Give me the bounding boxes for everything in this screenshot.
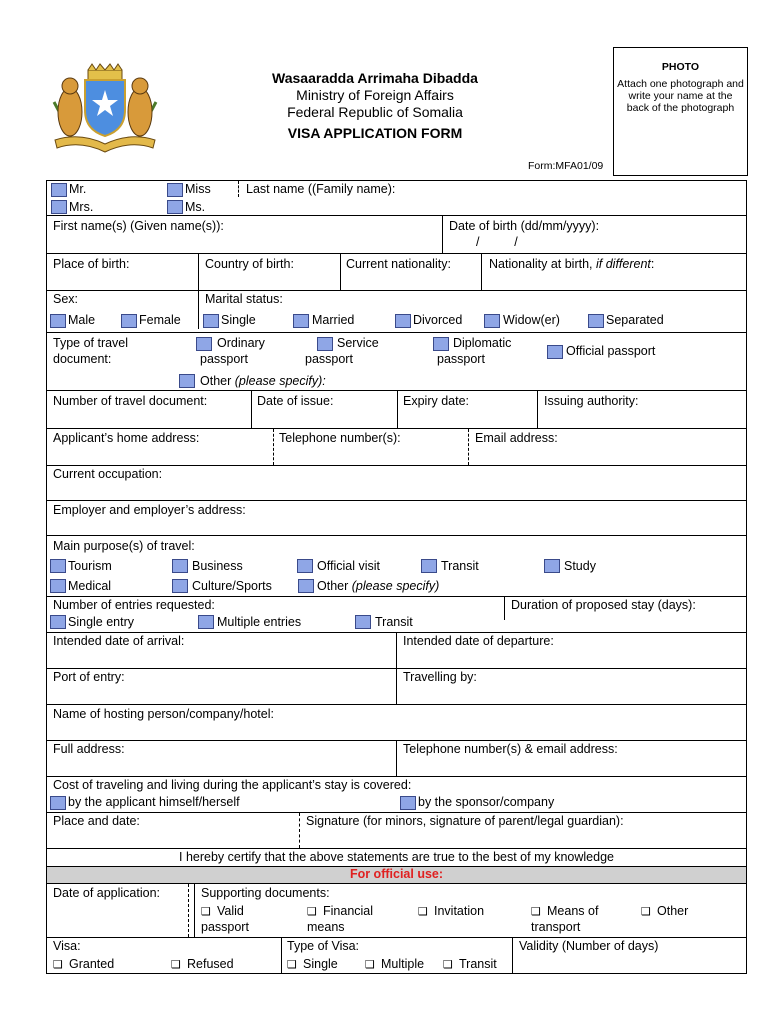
republic-name: Federal Republic of Somalia	[287, 104, 463, 120]
label-doc-number: Number of travel document:	[53, 394, 208, 408]
label-business: Business	[192, 559, 243, 573]
row-entries	[46, 597, 747, 633]
checkbox-multiple-entries[interactable]	[198, 615, 214, 629]
label-validity: Validity (Number of days)	[519, 939, 659, 953]
row-travel-document-details	[46, 391, 747, 429]
label-visa-multiple: Multiple	[381, 957, 425, 971]
square-icon[interactable]: ❑	[418, 905, 428, 918]
label-marital-status: Marital status:	[205, 292, 283, 306]
square-icon[interactable]: ❑	[641, 905, 651, 918]
nat-birth-italic: if different	[596, 257, 651, 271]
form-header	[230, 70, 520, 142]
label-employer: Employer and employer’s address:	[53, 503, 246, 517]
row-official-use-header	[46, 867, 747, 884]
divider	[396, 669, 397, 704]
label-male: Male	[68, 313, 96, 327]
divider	[281, 938, 282, 973]
label-signature: Signature (for minors, signature of parent/legal guardian):	[306, 814, 624, 828]
label-type-of-doc-1: Type of travel	[53, 336, 129, 350]
square-icon[interactable]: ❑	[531, 905, 541, 918]
divider	[238, 181, 239, 197]
checkbox-other-document[interactable]	[179, 374, 195, 388]
checkbox-other-purpose[interactable]	[298, 579, 314, 593]
row-firstname-dob	[46, 216, 747, 254]
checkbox-diplomatic-passport[interactable]	[433, 337, 449, 351]
checkbox-study[interactable]	[544, 559, 560, 573]
label-supporting-documents: Supporting documents:	[201, 886, 330, 900]
checkbox-transit-purpose[interactable]	[421, 559, 437, 573]
label-country-of-birth: Country of birth:	[205, 257, 294, 271]
divider	[299, 813, 300, 848]
divider	[188, 884, 189, 937]
label-single: Single	[221, 313, 256, 327]
label-financial-1: Financial	[323, 904, 374, 918]
row-certification	[46, 849, 747, 867]
somalia-coat-of-arms-icon	[50, 62, 160, 154]
divider	[198, 254, 199, 290]
nat-birth-colon: :	[650, 257, 655, 271]
square-icon[interactable]: ❑	[171, 958, 181, 971]
divider	[397, 391, 398, 428]
label-means-1: Means of	[547, 904, 599, 918]
row-official-supporting	[46, 884, 747, 938]
label-other-purpose	[317, 579, 439, 593]
label-arrival-date: Intended date of arrival:	[53, 634, 185, 648]
label-place-and-date: Place and date:	[53, 814, 140, 828]
checkbox-miss[interactable]	[167, 183, 183, 197]
other-text: Other	[200, 374, 235, 388]
label-tourism: Tourism	[68, 559, 112, 573]
label-refused: Refused	[187, 957, 234, 971]
label-married: Married	[312, 313, 355, 327]
label-last-name: Last name ((Family name):	[246, 182, 396, 196]
checkbox-official-visit[interactable]	[297, 559, 313, 573]
label-telephone: Telephone number(s):	[279, 431, 401, 445]
label-full-address: Full address:	[53, 742, 125, 756]
label-main-purpose: Main purpose(s) of travel:	[53, 539, 195, 553]
label-host-phone-email: Telephone number(s) & email address:	[403, 742, 618, 756]
label-hosting: Name of hosting person/company/hotel:	[53, 707, 274, 721]
square-icon[interactable]: ❑	[287, 958, 297, 971]
divider	[340, 254, 341, 290]
row-purpose	[46, 536, 747, 597]
checkbox-single[interactable]	[203, 314, 219, 328]
row-travel-document-type	[46, 333, 747, 391]
label-place-of-birth: Place of birth:	[53, 257, 130, 271]
label-date-of-issue: Date of issue:	[257, 394, 334, 408]
label-duration-of-stay: Duration of proposed stay (days):	[511, 598, 696, 612]
other-italic: (please specify):	[234, 374, 326, 388]
row-place-signature	[46, 813, 747, 849]
label-current-occupation: Current occupation:	[53, 467, 163, 481]
label-service-1: Service	[337, 336, 379, 350]
label-financial-2: means	[307, 920, 345, 934]
row-birth-nationality	[46, 254, 747, 291]
checkbox-mrs[interactable]	[51, 200, 67, 214]
label-service-2: passport	[305, 352, 353, 366]
row-visa-decision	[46, 938, 747, 974]
label-study: Study	[564, 559, 596, 573]
photo-box	[613, 47, 748, 176]
checkbox-married[interactable]	[293, 314, 309, 328]
nat-birth-text: Nationality at birth,	[489, 257, 596, 271]
divider	[512, 938, 513, 973]
label-invitation: Invitation	[434, 904, 485, 918]
label-issuing-authority: Issuing authority:	[544, 394, 639, 408]
photo-title: PHOTO	[661, 61, 700, 73]
divider	[251, 391, 252, 428]
other-purpose-italic: (please specify)	[351, 579, 440, 593]
label-granted: Granted	[69, 957, 115, 971]
label-mrs: Mrs.	[69, 200, 94, 214]
label-first-name: First name(s) (Given name(s)):	[53, 219, 224, 233]
label-visa: Visa:	[53, 939, 81, 953]
row-cost-coverage	[46, 777, 747, 813]
label-transit-purpose: Transit	[441, 559, 479, 573]
label-sex: Sex:	[53, 292, 79, 306]
square-icon[interactable]: ❑	[307, 905, 317, 918]
label-visa-single: Single	[303, 957, 338, 971]
checkbox-business[interactable]	[172, 559, 188, 573]
other-purpose-text: Other	[317, 579, 352, 593]
row-host-address	[46, 741, 747, 777]
divider	[273, 429, 274, 465]
row-occupation	[46, 466, 747, 501]
label-mr: Mr.	[69, 182, 87, 196]
divider	[396, 741, 397, 776]
label-date-of-application: Date of application:	[53, 886, 161, 900]
label-ordinary-1: Ordinary	[217, 336, 265, 350]
certification-statement: I hereby certify that the above statements are true to the best of my knowledge	[179, 850, 614, 864]
checkbox-transit-entry[interactable]	[355, 615, 371, 629]
row-home-contact	[46, 429, 747, 466]
label-transit-entry: Transit	[375, 615, 413, 629]
label-widow: Widow(er)	[503, 313, 560, 327]
label-female: Female	[139, 313, 181, 327]
label-type-of-doc-2: document:	[53, 352, 112, 366]
label-expiry-date: Expiry date:	[403, 394, 470, 408]
divider	[198, 291, 199, 329]
label-port-of-entry: Port of entry:	[53, 670, 125, 684]
divider	[442, 216, 443, 253]
dob-separators: / /	[476, 235, 518, 249]
checkbox-female[interactable]	[121, 314, 137, 328]
square-icon[interactable]: ❑	[201, 905, 211, 918]
label-nationality-at-birth	[489, 257, 654, 271]
divider	[537, 391, 538, 428]
photo-instructions: Attach one photograph and write your name at the back of the photograph	[617, 78, 744, 114]
checkbox-ordinary-passport[interactable]	[196, 337, 212, 351]
row-employer	[46, 501, 747, 536]
row-intended-dates	[46, 633, 747, 669]
form-title: VISA APPLICATION FORM	[287, 125, 463, 141]
label-valid-1: Valid	[217, 904, 244, 918]
checkbox-ms[interactable]	[167, 200, 183, 214]
checkbox-male[interactable]	[50, 314, 66, 328]
label-other-document	[200, 374, 326, 388]
row-port-travel	[46, 669, 747, 705]
row-title-lastname	[46, 180, 747, 216]
square-icon[interactable]: ❑	[365, 958, 375, 971]
checkbox-official-passport[interactable]	[547, 345, 563, 359]
label-diplomatic-1: Diplomatic	[453, 336, 512, 350]
label-separated: Separated	[606, 313, 664, 327]
label-dob: Date of birth (dd/mm/yyyy):	[449, 219, 600, 233]
label-diplomatic-2: passport	[437, 352, 485, 366]
form-number: Form:MFA01/09	[528, 160, 604, 172]
ministry-english: Ministry of Foreign Affairs	[296, 87, 454, 103]
checkbox-medical[interactable]	[50, 579, 66, 593]
divider	[504, 597, 505, 620]
checkbox-separated[interactable]	[588, 314, 604, 328]
label-cost-covered: Cost of traveling and living during the applicant’s stay is covered:	[53, 778, 412, 792]
label-miss: Miss	[185, 182, 211, 196]
label-medical: Medical	[68, 579, 112, 593]
label-ordinary-2: passport	[200, 352, 248, 366]
checkbox-divorced[interactable]	[395, 314, 411, 328]
label-multiple-entries: Multiple entries	[217, 615, 302, 629]
label-culture-sports: Culture/Sports	[192, 579, 272, 593]
ministry-somali: Wasaaradda Arrimaha Dibadda	[272, 70, 478, 86]
label-home-address: Applicant’s home address:	[53, 431, 200, 445]
label-official-visit: Official visit	[317, 559, 380, 573]
checkbox-single-entry[interactable]	[50, 615, 66, 629]
label-travelling-by: Travelling by:	[403, 670, 477, 684]
label-type-of-visa: Type of Visa:	[287, 939, 360, 953]
row-hosting	[46, 705, 747, 741]
label-current-nationality: Current nationality:	[346, 257, 451, 271]
label-single-entry: Single entry	[68, 615, 135, 629]
checkbox-service-passport[interactable]	[317, 337, 333, 351]
checkbox-mr[interactable]	[51, 183, 67, 197]
label-means-2: transport	[531, 920, 581, 934]
checkbox-by-applicant[interactable]	[50, 796, 66, 810]
checkbox-tourism[interactable]	[50, 559, 66, 573]
label-divorced: Divorced	[413, 313, 463, 327]
label-by-sponsor: by the sponsor/company	[418, 795, 555, 809]
square-icon[interactable]: ❑	[53, 958, 63, 971]
checkbox-by-sponsor[interactable]	[400, 796, 416, 810]
square-icon[interactable]: ❑	[443, 958, 453, 971]
label-by-applicant: by the applicant himself/herself	[68, 795, 240, 809]
label-visa-transit: Transit	[459, 957, 497, 971]
label-valid-2: passport	[201, 920, 249, 934]
divider	[396, 633, 397, 668]
label-official-passport: Official passport	[566, 344, 656, 358]
label-number-of-entries: Number of entries requested:	[53, 598, 215, 612]
official-use-title: For official use:	[349, 867, 444, 881]
divider	[194, 884, 195, 937]
label-other-support: Other	[657, 904, 689, 918]
label-email: Email address:	[475, 431, 558, 445]
divider	[468, 429, 469, 465]
checkbox-widow[interactable]	[484, 314, 500, 328]
label-departure-date: Intended date of departure:	[403, 634, 554, 648]
row-sex-marital	[46, 291, 747, 333]
divider	[481, 254, 482, 290]
checkbox-culture-sports[interactable]	[172, 579, 188, 593]
label-ms: Ms.	[185, 200, 206, 214]
